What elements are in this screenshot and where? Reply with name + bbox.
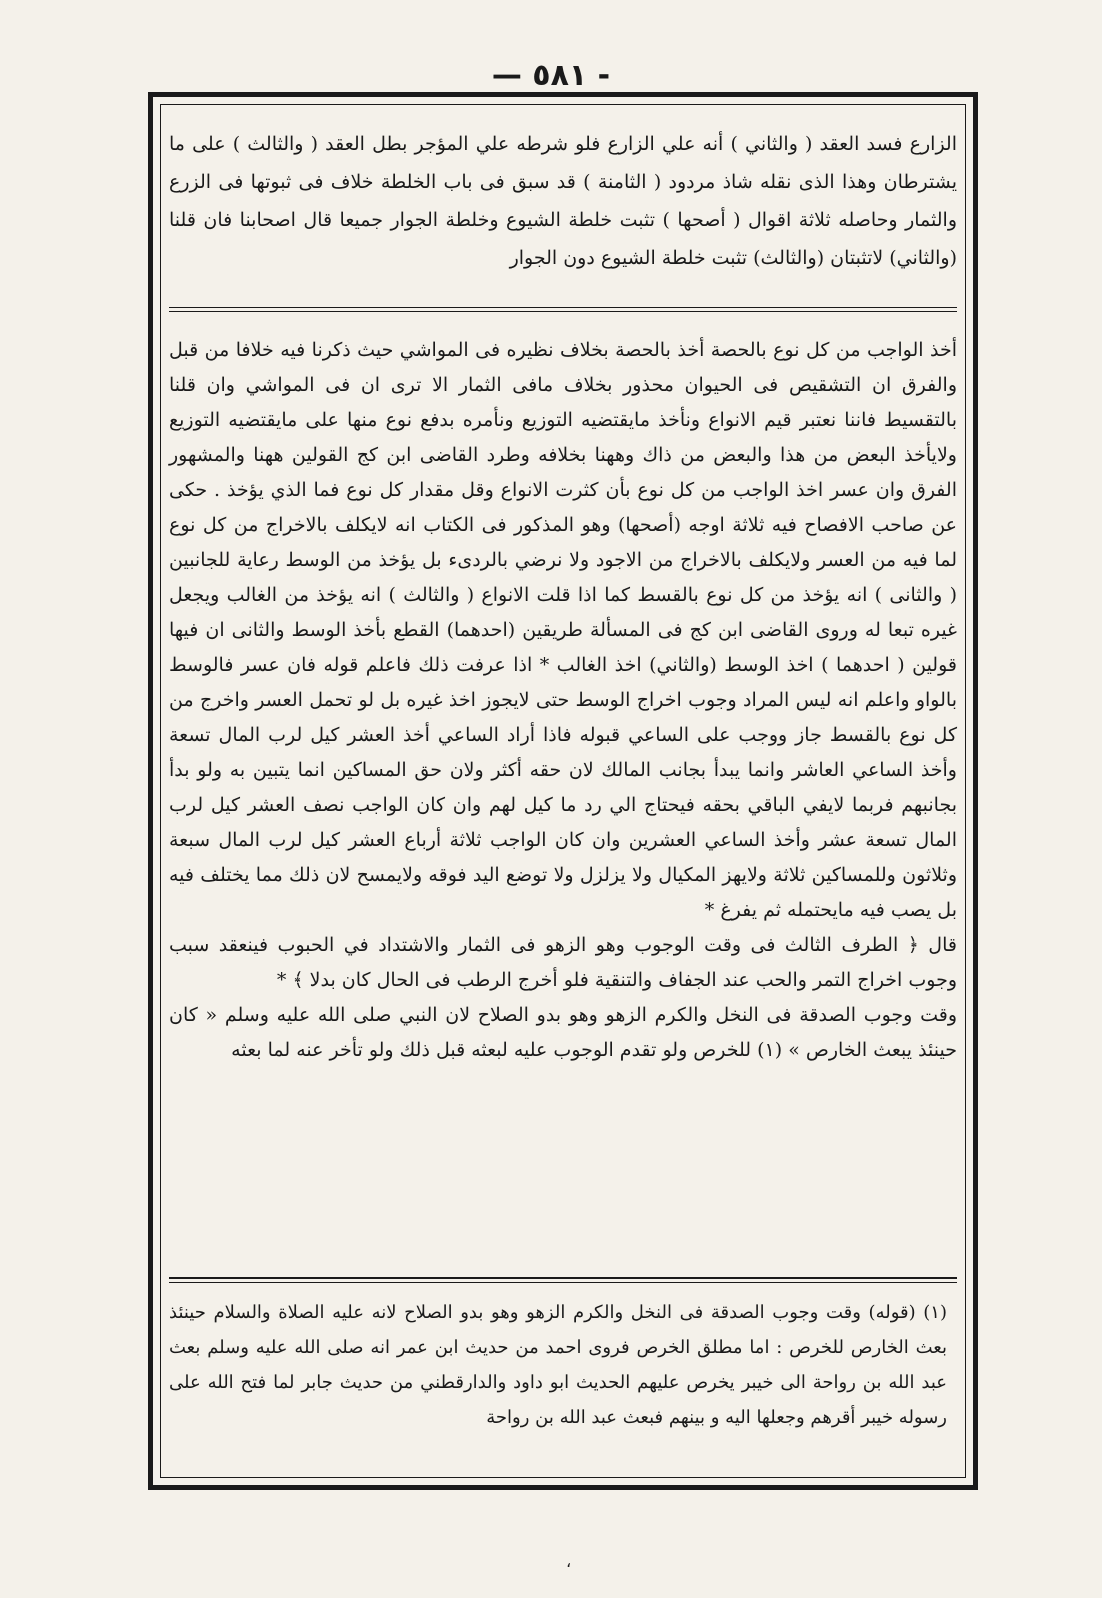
footnote-divider: [169, 1277, 957, 1283]
top-commentary-block: [169, 125, 957, 277]
main-text-block: [169, 333, 957, 1068]
main-paragraph-3: وقت وجوب الصدقة فى النخل والكرم الزهو وهو بدو الصلاح لان النبي صلى الله عليه وسلم « كان حينئذ يبعث الخارص » (١) للخرص ولو تقدم الوجوب عليه لبعثه قبل ذلك ولو تأخر عنه لما بعثه: [169, 1004, 957, 1061]
footnote-text: (١) (قوله) وقت وجوب الصدقة فى النخل والكرم الزهو وهو بدو الصلاح لانه عليه الصلاة والسلام حينئذ بعث الخارص للخرص : اما مطلق الخرص فروى احمد من حديث ابن عمر انه صلى الله عليه وسلم بعث عبد الله بن رواحة الى خيبر يخرص عليهم الحديث ابو داود والدارقطني من حديث جابر لما فتح الله على رسوله خيبر أقرهم وجعلها اليه و بينهم فبعث عبد الله بن رواحة: [169, 1302, 947, 1428]
bottom-margin-mark: ،: [566, 1552, 572, 1571]
main-paragraph-2: قال ﴿ الطرف الثالث فى وقت الوجوب وهو الزهو فى الثمار والاشتداد في الحبوب فينعقد سبب وجوب اخراج التمر والحب عند الجفاف والتنقية فلو أخرج الرطب فى الحال كان بدلا ﴾ *: [169, 934, 957, 991]
main-paragraph-1: أخذ الواجب من كل نوع بالحصة أخذ بالحصة بخلاف نظيره فى المواشي حيث ذكرنا فيه خلافا من قبل والفرق ان التشقيص فى الحيوان محذور بخلاف مافى الثمار الا ترى ان فى المواشي وان قلنا بالتقسيط فاننا نعتبر قيم الانواع ونأخذ مايقتضيه التوزيع ونأمره بدفع نوع منها على مايقتضيه التوزيع ولايأخذ البعض من هذا والبعض من ذاك وههنا بخلافه وطرد القاضى ابن كج القولين ههنا والمشهور الفرق وان عسر اخذ الواجب من كل نوع بأن كثرت الانواع وقل مقدار كل نوع فما الذي يؤخذ . حكى عن صاحب الافصاح فيه ثلاثة اوجه (أصحها) وهو المذكور فى الكتاب انه لايكلف بالاخراج من كل نوع لما فيه من العسر ولايكلف بالاخراج من الاجود ولا نرضي بالردىء بل يؤخذ من الوسط رعاية للجانبين ( والثانى ) انه يؤخذ من كل نوع بالقسط كما اذا قلت الانواع ( والثالث ) انه يؤخذ من الغالب ويجعل غيره تبعا له وروى القاضى ابن كج فى المسألة طريقين (احدهما) القطع بأخذ الوسط والثانى ان فيها قولين ( احدهما ) اخذ الوسط (والثاني) اخذ الغالب * اذا عرفت ذلك فاعلم قوله فان عسر فالوسط بالواو واعلم انه ليس المراد وجوب اخراج الوسط حتى لايجوز اخذ غيره بل لو تحمل العسر واخرج من كل نوع بالقسط جاز ووجب على الساعي قبوله فاذا أراد الساعي أخذ العشر كيل لرب المال تسعة وأخذ الساعي العاشر وانما يبدأ بجانب المالك لان حقه أكثر ولان حق المساكين انما يتبين به ولو بدأ بجانبهم فربما لايفي الباقي بحقه فيحتاج الي رد ما كيل لهم وان كان الواجب نصف العشر كيل لرب المال تسعة عشر وأخذ الساعي العشرين وان كان الواجب ثلاثة أرباع العشر كيل لرب المال سبعة وثلاثون وللمساكين ثلاثة ولايهز المكيال ولا يزلزل ولا توضع اليد فوقه ولايمسح لان ذلك مما يختلف فيه بل يصب فيه مايحتمله ثم يفرغ *: [169, 339, 957, 921]
page-number: — ٥٨١ -: [491, 58, 611, 93]
top-commentary-paragraph: الزارع فسد العقد ( والثاني ) أنه علي الزارع فلو شرطه علي المؤجر بطل العقد ( والثالث ) على ما يشترطان وهذا الذى نقله شاذ مردود ( الثامنة ) قد سبق فى باب الخلطة خلاف فى ثبوتها فى الزرع والثمار وحاصله ثلاثة اقوال ( أصحها ) تثبت خلطة الشيوع وخلطة الجوار جميعا قال اصحابنا فان قلنا (والثاني) لاتثبتان (والثالث) تثبت خلطة الشيوع دون الجوار: [169, 133, 957, 269]
page-frame: [148, 92, 978, 1490]
section-divider-top: [169, 307, 957, 312]
footnote-block: [169, 1295, 957, 1435]
